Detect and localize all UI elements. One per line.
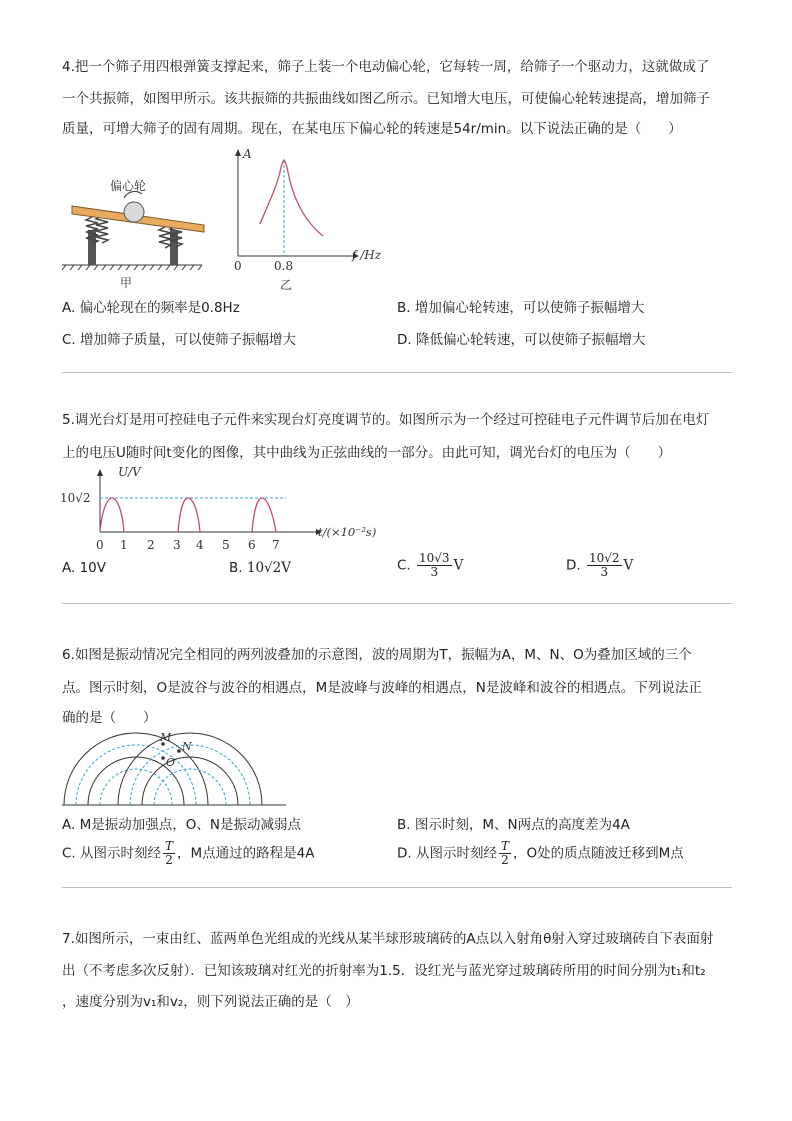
q6-option-d-num: T <box>500 839 509 853</box>
q5-option-c-num: 10√3 <box>419 551 450 565</box>
point-n-dot <box>177 749 181 753</box>
q5-option-d[interactable] <box>566 552 633 579</box>
y-axis-arrow-icon <box>235 149 241 156</box>
q6-option-a[interactable]: A. M是振动加强点，O、N是振动减弱点 <box>62 817 301 833</box>
q7-stem-line1: 7.如图所示，一束由红、蓝两单色光组成的光线从某半球形玻璃砖的A点以入射角θ射入穿过玻璃砖自下表面射 <box>62 931 714 947</box>
q6-option-d-fraction <box>499 840 511 867</box>
q6-option-c-prefix: C. 从图示时刻经 <box>62 845 162 862</box>
q5-option-d-prefix: D. <box>566 557 585 574</box>
q4-figure-jia <box>62 170 212 290</box>
q4-fig-yi-caption: 乙 <box>280 278 293 292</box>
resonance-curve <box>260 160 323 236</box>
q5-stem-line2: 上的电压U随时间t变化的图像，其中曲线为正弦曲线的一部分。由此可知，调光台灯的电压为（ ） <box>62 445 672 461</box>
q4-fig-yi-origin: 0 <box>234 259 242 273</box>
point-o-dot <box>161 756 165 760</box>
q4-option-d[interactable]: D. 降低偏心轮转速，可以使筛子振幅增大 <box>397 332 646 348</box>
q4-option-c[interactable]: C. 增加筛子质量，可以使筛子振幅增大 <box>62 332 297 348</box>
q4-stem-line1: 4.把一个筛子用四根弹簧支撑起来，筛子上装一个电动偏心轮，它每转一周，给筛子一个驱动力，这就做成了 <box>62 59 710 75</box>
q5-fig-xtick-4: 4 <box>196 538 204 552</box>
q5-fig-xtick-2: 2 <box>147 538 155 552</box>
q6-option-c-fraction <box>163 840 175 867</box>
separator <box>62 372 732 373</box>
q6-option-d-prefix: D. 从图示时刻经 <box>397 845 497 862</box>
separator <box>62 887 732 888</box>
q5-stem-line1: 5.调光台灯是用可控硅电子元件来实现台灯亮度调节的。如图所示为一个经过可控硅电子元件调节后加在电灯 <box>62 412 710 428</box>
ground-hatch <box>62 265 202 270</box>
q6-fig-o: O <box>166 756 176 769</box>
y-axis-arrow-icon <box>97 469 103 476</box>
q6-option-d-suffix: ，O处的质点随波迁移到M点 <box>513 845 684 862</box>
q6-option-b[interactable]: B. 图示时刻，M、N两点的高度差为4A <box>397 817 630 833</box>
q5-option-d-num: 10√2 <box>588 551 620 565</box>
q5-fig-xtick-7: 7 <box>272 538 280 552</box>
q4-fig-jia-caption: 甲 <box>120 276 133 290</box>
q6-option-c-num: T <box>165 839 174 853</box>
separator <box>62 603 732 604</box>
q4-stem-line2: 一个共振筛，如图甲所示。该共振筛的共振曲线如图乙所示。已知增大电压，可使偏心轮转速提高，增加筛子 <box>62 91 710 107</box>
q5-option-c-den: 3 <box>430 565 439 579</box>
q6-option-d[interactable] <box>397 840 684 867</box>
q4-fig-yi-xlabel: f /Hz <box>352 248 382 262</box>
q5-option-d-fraction <box>587 552 622 579</box>
q6-option-c-den: 2 <box>165 853 173 867</box>
q5-option-d-unit: V <box>623 557 634 574</box>
q6-stem-line1: 6.如图是振动情况完全相同的两列波叠加的示意图，波的周期为T，振幅为A，M、N、O为叠加区域的三个 <box>62 647 692 663</box>
q5-option-a[interactable]: A. 10V <box>62 560 106 576</box>
q7-stem-line3: ，速度分别为v₁和v₂，则下列说法正确的是（ ） <box>62 994 359 1010</box>
q5-option-c-prefix: C. <box>397 557 416 574</box>
q6-stem-line2: 点。图示时刻，O是波谷与波谷的相遇点，M是波峰与波峰的相遇点，N是波峰和波谷的相遇点。下列说法正 <box>62 680 702 696</box>
q5-fig-ylabel: U/V <box>118 465 141 479</box>
q4-option-b[interactable]: B. 增加偏心轮转速，可以使筛子振幅增大 <box>397 300 645 316</box>
q5-fig-xtick-3: 3 <box>173 538 181 552</box>
q6-fig-n: N <box>182 740 192 753</box>
q6-option-d-den: 2 <box>501 853 509 867</box>
q5-fig-xtick-6: 6 <box>248 538 256 552</box>
q6-fig-m: M <box>160 732 172 744</box>
voltage-curve <box>100 498 276 532</box>
q5-option-b-prefix: B. <box>229 560 247 576</box>
q5-option-c[interactable] <box>397 552 463 579</box>
q4-fig-yi-tick: 0.8 <box>274 259 294 273</box>
q5-option-b-value: 10√2V <box>246 560 291 576</box>
q5-option-c-fraction <box>417 552 452 579</box>
q4-stem-line3: 质量，可增大筛子的固有周期。现在，在某电压下偏心轮的转速是54r/min。以下说法正确的是（ ） <box>62 121 682 137</box>
q5-fig-xtick-1: 1 <box>120 538 128 552</box>
q5-option-b[interactable] <box>229 558 291 578</box>
q5-fig-ymax: 10√2 <box>60 491 91 505</box>
q4-fig-jia-label: 偏心轮 <box>110 179 147 193</box>
q5-fig-xtick-5: 5 <box>222 538 230 552</box>
q6-figure <box>62 732 292 812</box>
q4-fig-yi-ylabel: A <box>243 147 252 161</box>
q6-option-c-suffix: ，M点通过的路程是4A <box>177 845 315 862</box>
q6-option-c[interactable] <box>62 840 315 867</box>
q6-stem-line3: 确的是（ ） <box>62 710 157 726</box>
q4-option-a[interactable]: A. 偏心轮现在的频率是0.8Hz <box>62 300 240 316</box>
q4-figure-yi <box>228 144 398 294</box>
q5-fig-xlabel: t/(×10⁻²s) <box>318 525 377 539</box>
eccentric-wheel <box>124 202 144 222</box>
q7-stem-line2: 出（不考虑多次反射）．已知该玻璃对红光的折射率为1.5．设红光与蓝光穿过玻璃砖所用的时间分别为t₁和t₂ <box>62 963 706 979</box>
q5-option-d-den: 3 <box>600 565 609 579</box>
q5-option-c-unit: V <box>453 557 464 574</box>
q5-figure <box>56 462 386 557</box>
q5-fig-xtick-0: 0 <box>96 538 104 552</box>
